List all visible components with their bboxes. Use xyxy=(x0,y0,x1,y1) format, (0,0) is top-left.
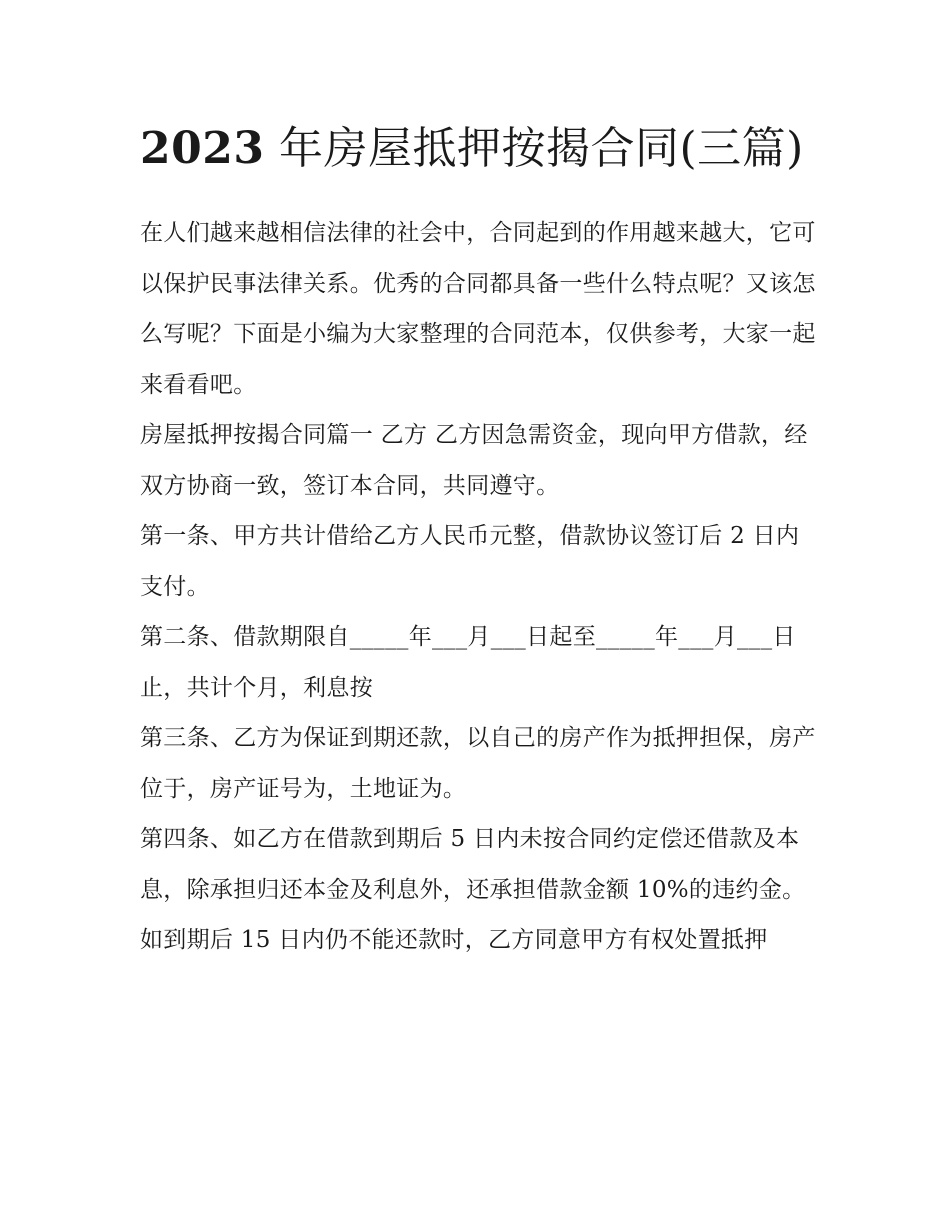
paragraph-article-1: 第一条、甲方共计借给乙方人民币元整，借款协议签订后 2 日内支付。 xyxy=(140,523,800,600)
paragraph-continuation: 如到期后 15 日内仍不能还款时，乙方同意甲方有权处置抵押 xyxy=(140,927,768,953)
title-number: 2023 xyxy=(140,123,265,174)
paragraph-contract-intro: 房屋抵押按揭合同篇一 乙方 乙方因急需资金，现向甲方借款，经双方协商一致，签订本合同，共同遵守。 xyxy=(140,422,808,499)
paragraph-article-3: 第三条、乙方为保证到期还款，以自己的房产作为抵押担保，房产位于，房产证号为，土地证为。 xyxy=(140,725,816,802)
document-page xyxy=(140,118,820,966)
paragraph-article-4: 第四条、如乙方在借款到期后 5 日内未按合同约定偿还借款及本息，除承担归还本金及利息外，还承担借款金额 10%的违约金。 xyxy=(140,826,806,903)
paragraph-intro: 在人们越来越相信法律的社会中，合同起到的作用越来越大，它可以保护民事法律关系。优秀的合同都具备一些什么特点呢？又该怎么写呢？下面是小编为大家整理的合同范本，仅供参考，大家一起来看看吧。 xyxy=(140,220,816,398)
document-body xyxy=(140,208,820,966)
document-title xyxy=(140,118,820,180)
paragraph-article-2: 第二条、借款期限自_____年___月___日起至_____年___月___日止，共计个月，利息按 xyxy=(140,624,796,701)
title-text: 年房屋抵押按揭合同(三篇) xyxy=(264,123,804,174)
